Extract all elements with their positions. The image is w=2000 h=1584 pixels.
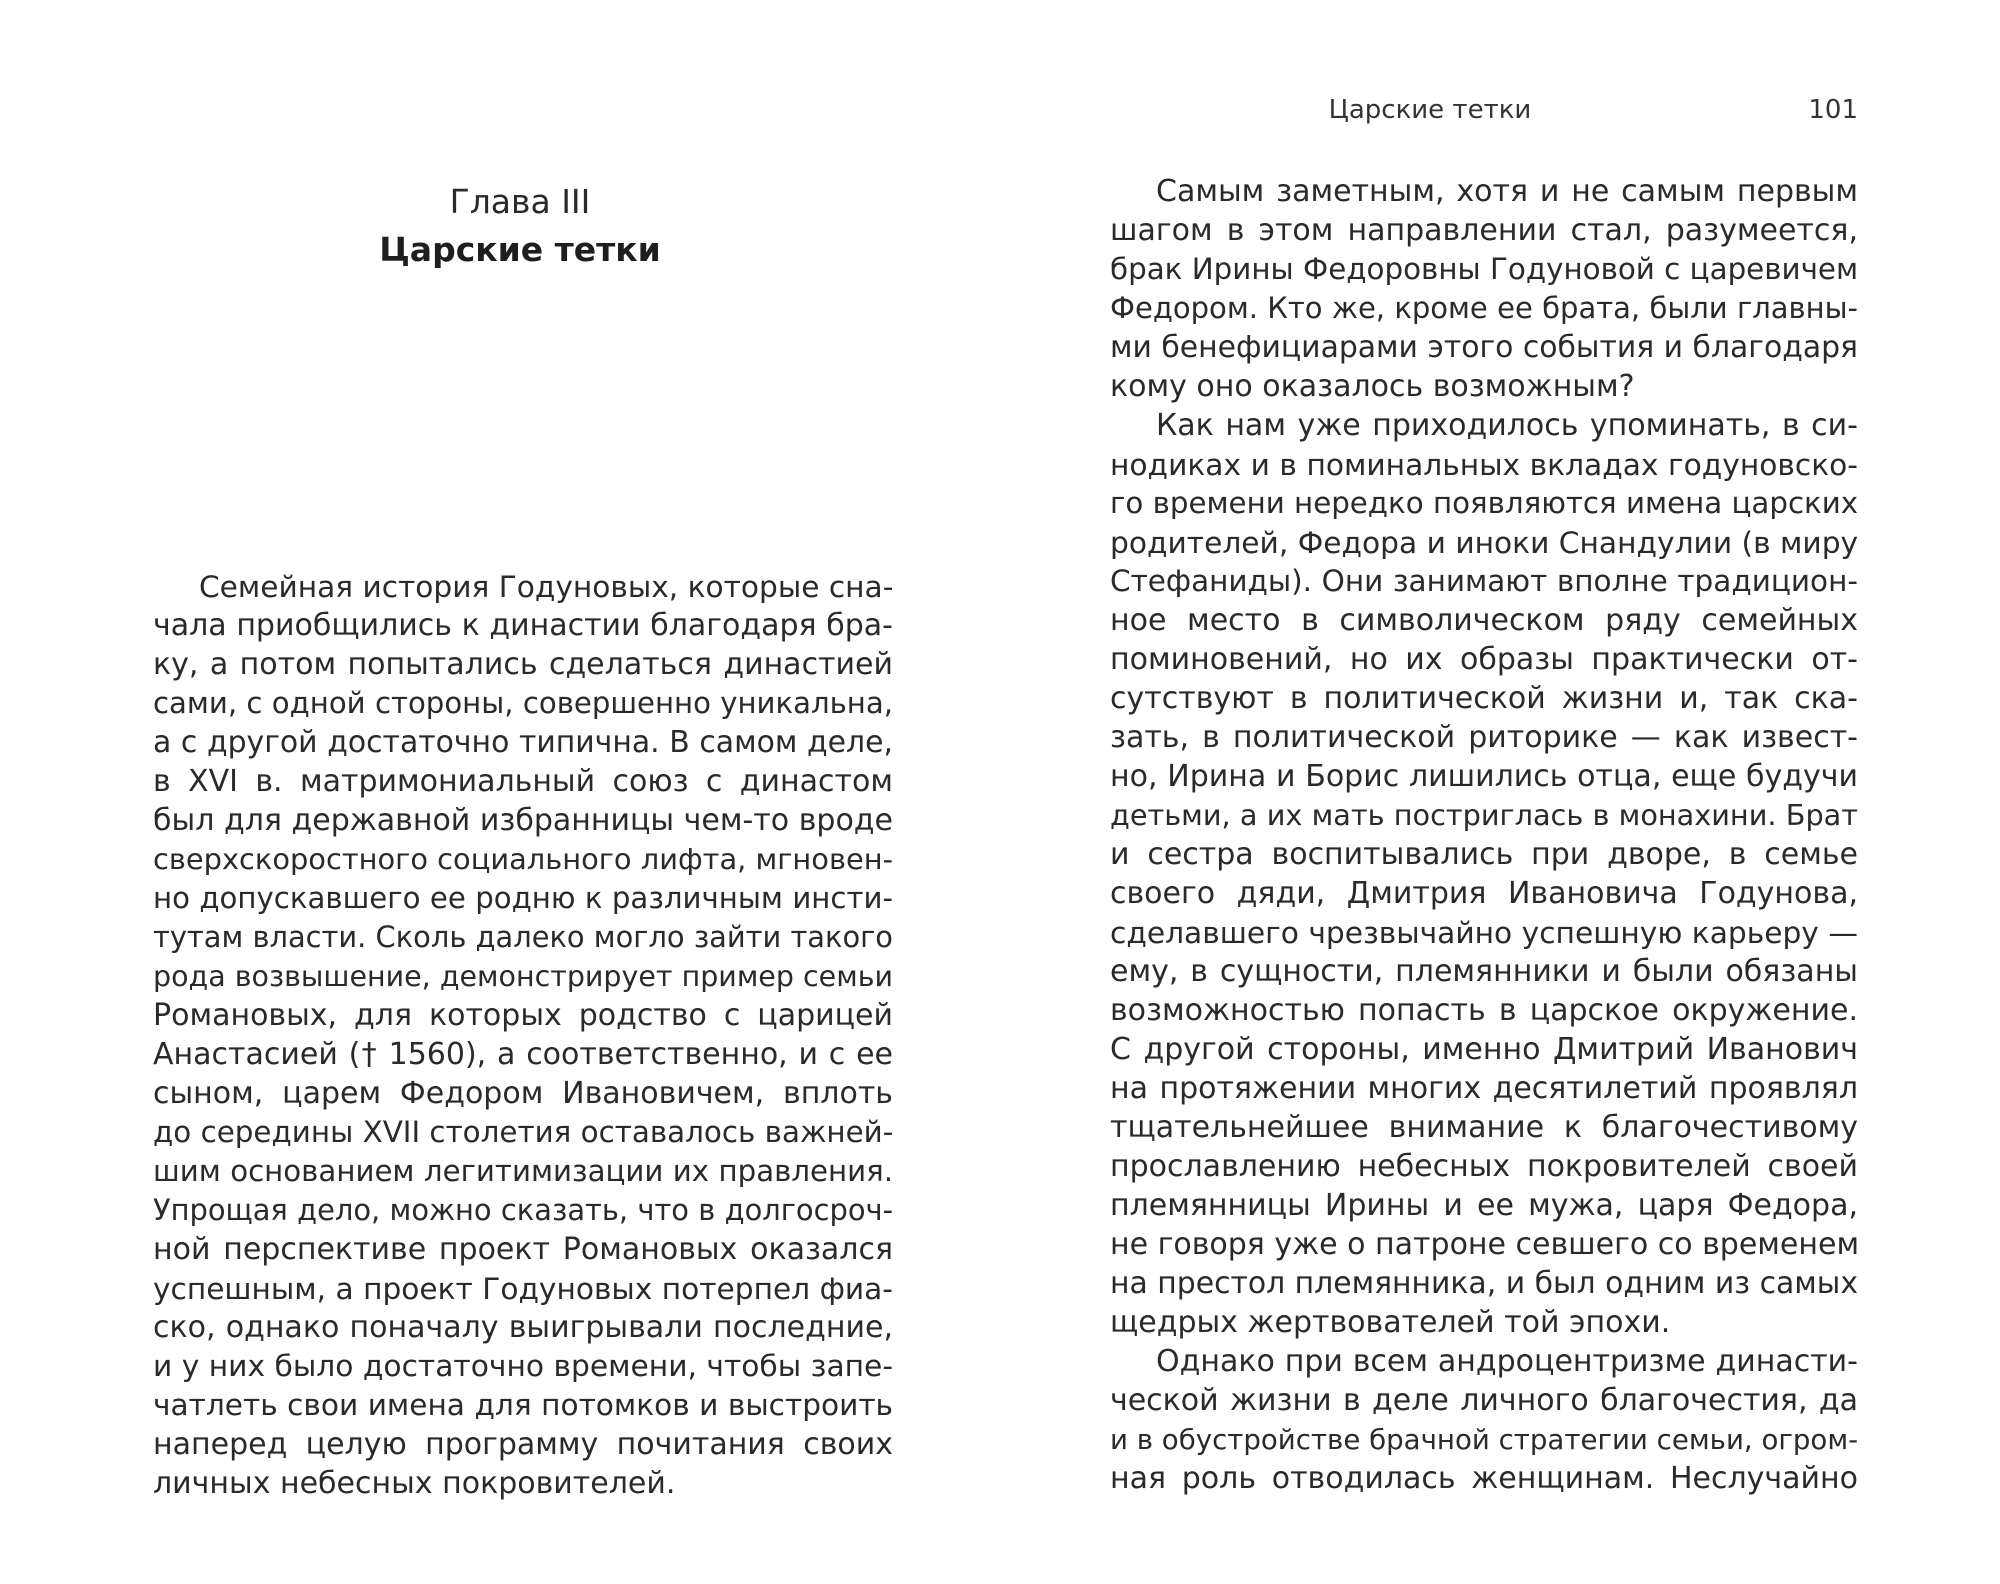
chapter-heading [150, 178, 890, 274]
text-line: ной перспективе проект Романовых оказался [153, 1232, 893, 1267]
right-text [1110, 172, 1858, 1498]
text-line: успешным, а проект Годуновых потерпел фиа- [153, 1271, 893, 1306]
text-line: и сестра воспитывались при дворе, в семье [1110, 837, 1858, 872]
text-line: С другой стороны, именно Дмитрий Иванович [1110, 1032, 1858, 1067]
chapter-title: Царские тетки [379, 230, 661, 269]
text-line: брак Ирины Федоровны Годуновой с царевичем [1110, 252, 1859, 286]
text-line: го времени нередко появляются имена царских [1110, 486, 1859, 520]
text-line: ми бенефициарами этого события и благодаря [1110, 330, 1858, 365]
text-line: возможностью попасть в царское окружение. [1110, 993, 1858, 1028]
running-title: Царские тетки [1328, 95, 1532, 125]
text-line: ско, однако поначалу выигрывали последние, [153, 1310, 893, 1345]
text-line: поминовений, но их образы практически от- [1110, 642, 1858, 677]
text-line: племянницы Ирины и ее мужа, царя Федора, [1110, 1188, 1858, 1223]
text-line: на престол племянника, и был одним из самых [1110, 1266, 1858, 1301]
text-line: наперед целую программу почитания своих [153, 1427, 893, 1462]
text-line: ему, в сущности, племянники и были обязаны [1110, 954, 1858, 989]
text-line: сутствуют в политической жизни и, так ска- [1110, 681, 1858, 716]
text-line: до середины XVII столетия оставалось важней- [153, 1115, 894, 1149]
text-line: Однако при всем андроцентризме династи- [1156, 1344, 1858, 1379]
text-line: был для державной избранницы чем-то вроде [153, 803, 893, 838]
text-line: рода возвышение, демонстрирует пример семьи [153, 960, 893, 993]
text-line: ческой жизни в деле личного благочестия, да [1110, 1383, 1858, 1418]
text-line: личных небесных покровителей. [153, 1466, 676, 1501]
right-page [1000, 0, 2000, 1584]
text-line: ная роль отводилась женщинам. Неслучайно [1110, 1461, 1858, 1496]
text-line: Анастасией († 1560), а соответственно, и с ее [153, 1037, 893, 1072]
text-line: а с другой достаточно типична. В самом деле, [153, 725, 893, 760]
text-line: тутам власти. Сколь далеко могло зайти такого [153, 920, 893, 954]
text-line: зать, в политической риторике — как извест- [1110, 720, 1858, 755]
text-line: детьми, а их мать постриглась в монахини. Брат [1110, 798, 1858, 832]
text-line: чатлеть свои имена для потомков и выстроить [153, 1388, 893, 1422]
text-line: но, Ирина и Борис лишились отца, еще будучи [1110, 759, 1858, 794]
text-line: чала приобщились к династии благодаря бра- [153, 608, 893, 643]
text-line: на протяжении многих десятилетий проявлял [1110, 1071, 1858, 1106]
text-line: сыном, царем Федором Ивановичем, вплоть [153, 1076, 893, 1111]
text-line: и в обустройстве брачной стратегии семьи, огром- [1110, 1423, 1859, 1456]
text-line: родителей, Федора и иноки Снандулии (в миру [1110, 525, 1859, 560]
text-line: своего дяди, Дмитрия Ивановича Годунова, [1110, 876, 1858, 911]
text-line: Как нам уже приходилось упоминать, в си- [1156, 408, 1858, 443]
text-line: Романовых, для которых родство с царицей [153, 998, 893, 1033]
page-number: 101 [1808, 95, 1858, 125]
text-line: не говоря уже о патроне севшего со временем [1110, 1227, 1860, 1262]
text-line: нодиках и в поминальных вкладах годуновско- [1110, 447, 1858, 482]
text-line: тщательнейшее внимание к благочестивому [1110, 1110, 1858, 1145]
text-line: шим основанием легитимизации их правления. [153, 1154, 893, 1188]
text-line: но допускавшего ее родню к различным инсти- [153, 881, 893, 915]
text-line: Федором. Кто же, кроме ее брата, были главны- [1110, 291, 1858, 325]
text-line: сделавшего чрезвычайно успешную карьеру — [1110, 915, 1858, 950]
text-line: ку, а потом попытались сделаться династией [153, 647, 893, 682]
running-head [1110, 90, 1858, 130]
text-line: Семейная история Годуновых, которые сна- [199, 569, 894, 604]
text-line: сверхскоростного социального лифта, мгновен- [153, 842, 893, 876]
text-line: кому оно оказалось возможным? [1110, 369, 1635, 404]
text-line: Стефаниды). Они занимают вполне традицион- [1110, 564, 1858, 598]
text-line: сами, с одной стороны, совершенно уникальна, [153, 686, 893, 720]
text-line: Самым заметным, хотя и не самым первым [1156, 174, 1858, 209]
text-line: прославлению небесных покровителей своей [1110, 1149, 1858, 1184]
text-line: Упрощая дело, можно сказать, что в долгосроч- [153, 1193, 893, 1227]
text-line: в XVI в. матримониальный союз с династом [153, 764, 893, 799]
chapter-number: Глава III [449, 182, 591, 221]
text-line: шагом в этом направлении стал, разумеется, [1110, 213, 1858, 248]
text-line: ное место в символическом ряду семейных [1110, 603, 1858, 638]
text-line: и у них было достаточно времени, чтобы запе- [153, 1349, 894, 1384]
left-paragraph [153, 567, 893, 1503]
text-line: щедрых жертвователей той эпохи. [1110, 1305, 1671, 1340]
